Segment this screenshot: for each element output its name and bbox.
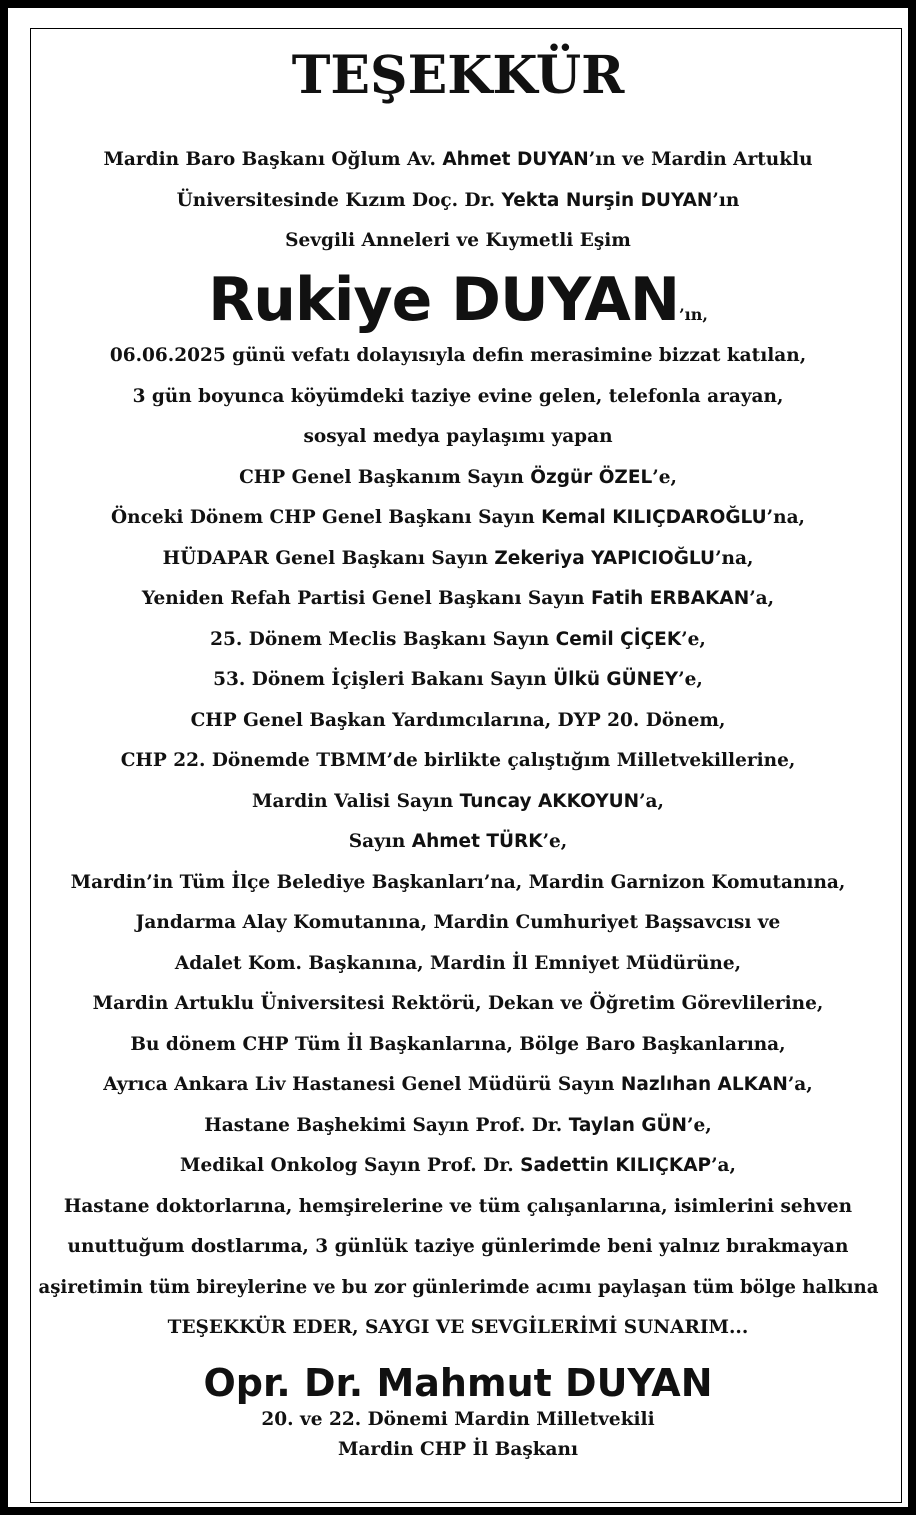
body-line xyxy=(0,620,916,661)
body-line-pre: Sayın xyxy=(348,831,412,852)
body-line-post: ’e, xyxy=(652,466,677,488)
intro-line-bold: Ahmet DUYAN xyxy=(442,149,589,170)
body-line-bold: Sadettin KILIÇKAP xyxy=(520,1155,712,1176)
body-line-pre: CHP Genel Başkan Yardımcılarına, DYP 20. Dönem, xyxy=(190,709,726,731)
intro-line-bold: Yekta Nurşin DUYAN xyxy=(501,189,713,211)
intro-line-pre: Mardin Baro Başkanı Oğlum Av. xyxy=(103,149,443,170)
body-line-bold: Ülkü GÜNEY xyxy=(553,669,679,690)
body-line xyxy=(0,660,916,701)
intro-line-pre: Üniversitesinde Kızım Doç. Dr. xyxy=(176,189,502,211)
intro-block xyxy=(0,140,916,262)
body-line-pre: Hastane doktorlarına, hemşirelerine ve tüm çalışanlarına, isimlerini sehven xyxy=(63,1195,853,1217)
body-line-pre: TEŞEKKÜR EDER, SAYGI VE SEVGİLERİMİ SUNARIM... xyxy=(167,1317,749,1338)
body-line-post: ’na, xyxy=(766,507,805,528)
body-line-post: ’a, xyxy=(749,588,775,609)
body-line-pre: aşiretimin tüm bireylerine ve bu zor günlerimde acımı paylaşan tüm bölge halkına xyxy=(37,1276,878,1298)
intro-line-post: ’ın xyxy=(712,189,740,211)
body-line xyxy=(0,1025,916,1066)
body-line-post: ’e, xyxy=(678,669,703,690)
body-line-bold: Kemal KILIÇDAROĞLU xyxy=(541,507,767,528)
intro-line-pre: Sevgili Anneleri ve Kıymetli Eşim xyxy=(285,230,631,251)
body-line-pre: 53. Dönem İçişleri Bakanı Sayın xyxy=(213,669,554,690)
intro-line xyxy=(0,140,916,181)
body-line-pre: unuttuğum dostlarıma, 3 günlük taziye günlerimde beni yalnız bırakmayan xyxy=(67,1236,849,1257)
body-line-pre: Ayrıca Ankara Liv Hastanesi Genel Müdürü Sayın xyxy=(103,1074,621,1095)
body-line-pre: sosyal medya paylaşımı yapan xyxy=(303,426,613,447)
body-line-pre: Adalet Kom. Başkanına, Mardin İl Emniyet Müdürüne, xyxy=(174,952,742,974)
body-line xyxy=(0,539,916,580)
body-line-bold: Tuncay AKKOYUN xyxy=(459,790,640,812)
body-line-pre: Mardin Valisi Sayın xyxy=(252,790,460,812)
body-line-pre: Medikal Onkolog Sayın Prof. Dr. xyxy=(180,1155,521,1176)
body-line-post: ’a, xyxy=(639,790,664,812)
body-line-pre: Mardin’in Tüm İlçe Belediye Başkanları’na, Mardin Garnizon Komutanına, xyxy=(70,871,846,893)
deceased-name-suffix: ’ın, xyxy=(679,305,708,324)
body-line xyxy=(0,782,916,823)
body-line xyxy=(0,498,916,539)
body-line xyxy=(0,1187,916,1228)
body-line-pre: Bu dönem CHP Tüm İl Başkanlarına, Bölge Baro Başkanlarına, xyxy=(130,1033,786,1055)
body-line-post: ’e, xyxy=(681,628,706,650)
body-line-pre: Önceki Dönem CHP Genel Başkanı Sayın xyxy=(111,507,542,528)
body-line-pre: Hastane Başhekimi Sayın Prof. Dr. xyxy=(204,1114,569,1136)
body-line-pre: CHP Genel Başkanım Sayın xyxy=(239,466,531,488)
body-line-bold: Zekeriya YAPICIOĞLU xyxy=(494,547,716,569)
body-line xyxy=(0,984,916,1025)
deceased-name-text: Rukiye DUYAN xyxy=(208,265,680,335)
body-line-pre: CHP 22. Dönemde TBMM’de birlikte çalıştığım Milletvekillerine, xyxy=(120,750,796,771)
body-line xyxy=(0,741,916,782)
page-title: TEŞEKKÜR xyxy=(291,45,625,106)
body-line xyxy=(0,417,916,458)
signer-name: Opr. Dr. Mahmut DUYAN xyxy=(203,1361,713,1405)
body-line-bold: Fatih ERBAKAN xyxy=(590,588,750,609)
body-line xyxy=(0,377,916,418)
body-line xyxy=(0,1146,916,1187)
body-line xyxy=(0,944,916,985)
signer-titles xyxy=(0,1405,916,1465)
body-line xyxy=(0,336,916,377)
body-line xyxy=(0,579,916,620)
body-line xyxy=(0,458,916,499)
body-line-bold: Nazlıhan ALKAN xyxy=(620,1074,788,1095)
body-line-pre: 3 gün boyunca köyümdeki taziye evine gelen, telefonla arayan, xyxy=(132,385,784,407)
intro-line xyxy=(0,181,916,222)
body-line-bold: Özgür ÖZEL xyxy=(530,466,653,488)
body-line xyxy=(0,1065,916,1106)
body-line-post: ’na, xyxy=(715,547,754,569)
body-line xyxy=(0,701,916,742)
body-line-pre: Jandarma Alay Komutanına, Mardin Cumhuriyet Başsavcısı ve xyxy=(135,912,781,933)
body-line-pre: 06.06.2025 günü vefatı dolayısıyla defin merasimine bizzat katılan, xyxy=(109,345,807,366)
body-line-pre: 25. Dönem Meclis Başkanı Sayın xyxy=(210,628,556,650)
body-line-bold: Ahmet TÜRK xyxy=(411,831,543,852)
body-line xyxy=(0,822,916,863)
signer-title-line: Mardin CHP İl Başkanı xyxy=(337,1439,579,1460)
body-line xyxy=(0,1268,916,1309)
body-line xyxy=(0,863,916,904)
body-line-post: ’a, xyxy=(711,1155,736,1176)
body-line-bold: Taylan GÜN xyxy=(568,1114,688,1136)
signer-title-line: 20. ve 22. Dönemi Mardin Milletvekili xyxy=(261,1409,655,1430)
body-line xyxy=(0,903,916,944)
intro-line xyxy=(0,221,916,262)
body-line-bold: Cemil ÇİÇEK xyxy=(555,628,682,650)
body-line-pre: Yeniden Refah Partisi Genel Başkanı Sayın xyxy=(141,588,591,609)
intro-line-post: ’ın ve Mardin Artuklu xyxy=(588,149,813,170)
body-line-post: ’e, xyxy=(542,831,568,852)
body-line-post: ’a, xyxy=(787,1074,813,1095)
body-line xyxy=(0,1308,916,1349)
body-line xyxy=(0,1227,916,1268)
body-line-pre: Mardin Artuklu Üniversitesi Rektörü, Dekan ve Öğretim Görevlilerine, xyxy=(92,993,824,1014)
thanks-list xyxy=(0,336,916,1349)
body-line-post: ’e, xyxy=(687,1114,712,1136)
body-line xyxy=(0,1106,916,1147)
body-line-pre: HÜDAPAR Genel Başkanı Sayın xyxy=(162,547,495,569)
